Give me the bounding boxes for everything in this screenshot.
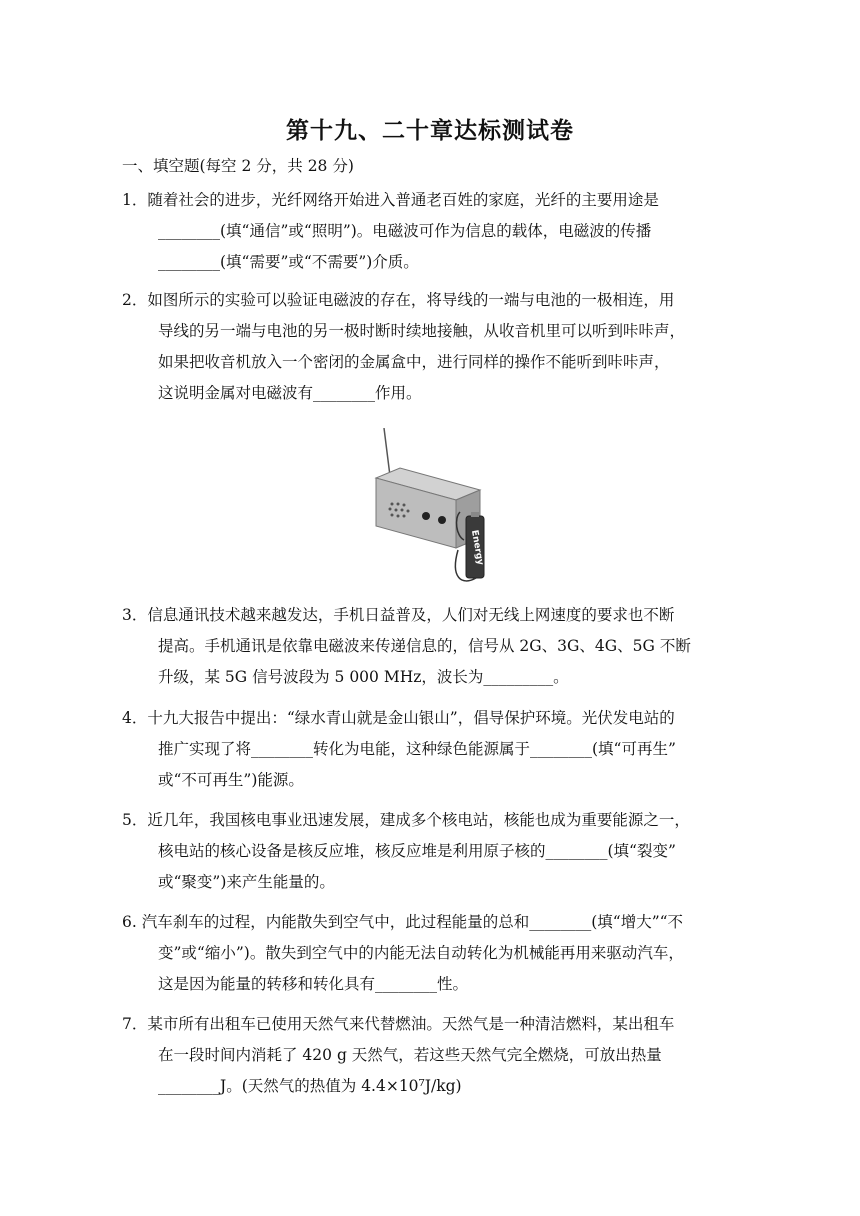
question-line: ________(填“通信”或“照明”)。电磁波可作为信息的载体，电磁波的传播 [158,222,652,240]
question-line: 1．随着社会的进步，光纤网络开始进入普通老百姓的家庭，光纤的主要用途是 [122,191,659,209]
volume-knob [438,516,446,524]
question-2 [122,285,742,409]
question-line: 变”或“缩小”)。散失到空气中的内能无法自动转化为机械能再用来驱动汽车， [158,944,684,962]
question-3 [122,600,742,693]
question-line: 2．如图所示的实验可以验证电磁波的存在，将导线的一端与电池的一极相连，用 [122,291,675,309]
question-line: 如果把收音机放入一个密闭的金属盒中，进行同样的操作不能听到咔咔声， [158,353,670,371]
question-line: 在一段时间内消耗了 420 g 天然气，若这些天然气完全燃烧，可放出热量 [158,1046,662,1064]
question-line: ________J。(天然气的热值为 4.4×10⁷J/kg) [158,1077,462,1095]
question-line: 这说明金属对电磁波有________作用。 [158,384,422,402]
tuning-knob [422,512,430,520]
question-7 [122,1009,742,1102]
question-line: 提高。手机通讯是依靠电磁波来传递信息的，信号从 2G、3G、4G、5G 不断 [158,637,691,655]
question-line: 这是因为能量的转移和转化具有________性。 [158,975,469,993]
question-line: 导线的另一端与电池的另一极时断时续地接触，从收音机里可以听到咔咔声， [158,322,686,340]
question-4 [122,703,742,796]
section-heading: 一、填空题(每空 2 分，共 28 分) [122,157,354,175]
battery-label: Energy [468,529,485,566]
question-5 [122,805,742,898]
question-line: 4．十九大报告中提出：“绿水青山就是金山银山”，倡导保护环境。光伏发电站的 [122,709,675,727]
question-line: 推广实现了将________转化为电能，这种绿色能源属于________(填“可再生” [158,740,676,758]
radio-battery-figure [370,428,495,588]
question-line: 6. 汽车刹车的过程，内能散失到空气中，此过程能量的总和________(填“增大”“不 [122,913,684,931]
antenna [384,428,390,476]
question-line: 核电站的核心设备是核反应堆，核反应堆是利用原子核的________(填“裂变” [158,842,676,860]
battery-terminal [471,512,479,517]
question-line: 3．信息通讯技术越来越发达，手机日益普及，人们对无线上网速度的要求也不断 [122,606,675,624]
question-1 [122,185,742,278]
question-line: 5．近几年，我国核电事业迅速发展，建成多个核电站，核能也成为重要能源之一， [122,811,690,829]
question-line: 或“不可再生”)能源。 [158,771,304,789]
question-line: ________(填“需要”或“不需要”)介质。 [158,253,419,271]
page-title: 第十九、二十章达标测试卷 [286,118,574,144]
question-line: 或“聚变”)来产生能量的。 [158,873,335,891]
question-line: 升级，某 5G 信号波段为 5 000 MHz，波长为_________。 [158,668,569,686]
question-line: 7．某市所有出租车已使用天然气来代替燃油。天然气是一种清洁燃料，某出租车 [122,1015,675,1033]
question-6 [122,907,742,1000]
